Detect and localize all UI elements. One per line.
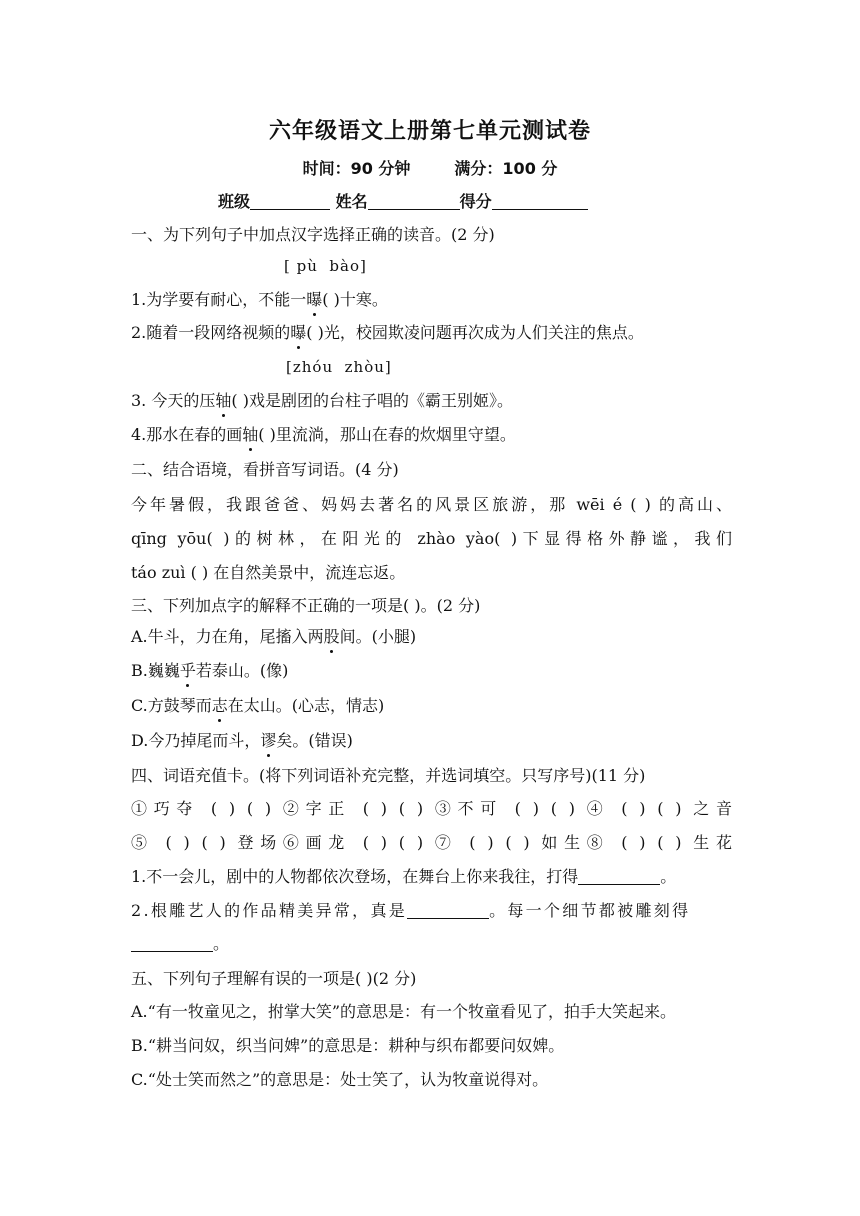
q4-fill-sentence-1: [131, 866, 732, 888]
q2-heading: 二、结合语境，看拼音写词语。(4 分): [131, 460, 399, 479]
q3-option-a: [131, 626, 732, 648]
sentence-text: 3. 今天的压: [131, 391, 216, 410]
option-text: C.方鼓琴而: [131, 696, 212, 715]
name-label: 姓名: [335, 192, 368, 211]
full-score-label: 满分：100 分: [454, 159, 558, 178]
q5-option-a: A.“有一牧童见之，拊掌大笑”的意思是：有一个牧童看见了，拍手大笑起来。: [131, 1002, 677, 1021]
q3-heading: 三、下列加点字的解释不正确的一项是( )。(2 分): [131, 596, 481, 615]
option-text: B.巍巍: [131, 661, 180, 680]
q5-option-c: C.“处士笑而然之”的意思是：处士笑了，认为牧童说得对。: [131, 1070, 549, 1089]
q2-paragraph-line-1: 今年暑假，我跟爸爸、妈妈去著名的风景区旅游，那 wēi é ( ) 的高山、: [131, 495, 732, 514]
sentence-text: ( )十寒。: [322, 290, 388, 309]
q1-pinyin-options-a: [ pù bào]: [284, 257, 367, 275]
option-text: 若泰山。(像): [195, 661, 289, 680]
q1-pinyin-options-b: [zhóu zhòu]: [286, 358, 392, 376]
dotted-character: 股: [323, 627, 340, 646]
option-text: D.今乃掉尾而斗，: [131, 731, 261, 750]
q1-sentence-2: [131, 322, 732, 344]
dotted-character: 志: [211, 696, 228, 715]
option-text: A.牛斗，力在角，尾搐入两: [131, 627, 324, 646]
sentence-text: ( )里流淌，那山在春的炊烟里守望。: [258, 425, 516, 444]
answer-blank[interactable]: [407, 918, 489, 919]
score-blank[interactable]: [492, 209, 588, 210]
sentence-text: 4.那水在春的画: [131, 425, 243, 444]
name-blank[interactable]: [368, 209, 460, 210]
sentence-text: ( )光，校园欺凌问题再次成为人们关注的焦点。: [306, 323, 644, 342]
q5-heading: 五、下列句子理解有误的一项是( )(2 分): [131, 969, 417, 988]
sentence-text: 2.根雕艺人的作品精美异常，真是: [131, 901, 408, 920]
option-text: 在太山。(心志，情志): [227, 696, 385, 715]
q5-option-b: B.“耕当问奴，织当问婢”的意思是：耕种与织布都要问奴婢。: [131, 1036, 565, 1055]
option-text: 矣。(错误): [276, 731, 353, 750]
q4-idiom-row-2: ⑤ ( ) ( ) 登场⑥画龙 ( ) ( ) ⑦ ( ) ( ) 如生⑧ ( ) ( ) 生花: [131, 833, 732, 852]
q1-sentence-3: [131, 390, 732, 412]
class-label: 班级: [218, 192, 251, 211]
time-label: 时间：90 分钟: [302, 159, 411, 178]
dotted-character: 谬: [260, 731, 277, 750]
q4-idiom-row-1: ①巧夺 ( ) ( ) ②字正 ( ) ( ) ③不可 ( ) ( ) ④ ( ) ( ) 之音: [131, 799, 732, 818]
q1-sentence-1: [131, 289, 732, 311]
page-title: 六年级语文上册第七单元测试卷: [268, 119, 591, 144]
exam-meta: [0, 156, 860, 179]
sentence-text: 。: [660, 867, 677, 886]
dotted-character: 轴: [242, 425, 259, 444]
score-label: 得分: [459, 192, 492, 211]
q4-heading: 四、词语充值卡。(将下列词语补充完整，并选词填空。只写序号)(11 分): [131, 766, 646, 785]
sentence-text: 1.不一会儿，剧中的人物都依次登场，在舞台上你来我往，打得: [131, 867, 579, 886]
dotted-character: 曝: [290, 323, 307, 342]
q3-option-d: [131, 730, 732, 752]
q1-sentence-4: [131, 424, 732, 446]
q3-option-b: [131, 660, 732, 682]
q3-option-c: [131, 695, 732, 717]
student-info-line: [218, 189, 588, 212]
sentence-text: ( )戏是剧团的台柱子唱的《霸王别姬》。: [231, 391, 513, 410]
sentence-text: 2.随着一段网络视频的: [131, 323, 291, 342]
q4-fill-sentence-2-cont: [131, 933, 732, 955]
q2-paragraph-line-3: táo zuì ( ) 在自然美景中，流连忘返。: [131, 563, 406, 582]
sentence-text: 。每一个细节都被雕刻得: [489, 901, 691, 920]
q4-fill-sentence-2: [131, 900, 732, 922]
sentence-text: 1.为学要有耐心，不能一: [131, 290, 307, 309]
q1-heading: 一、为下列句子中加点汉字选择正确的读音。(2 分): [131, 225, 495, 244]
class-blank[interactable]: [250, 209, 330, 210]
answer-blank[interactable]: [578, 884, 660, 885]
answer-blank[interactable]: [131, 951, 213, 952]
dotted-character: 乎: [179, 661, 196, 680]
q2-paragraph-line-2: qīng yōu( )的树林，在阳光的 zhào yào( )下显得格外静谧，我们: [131, 529, 732, 548]
dotted-character: 曝: [306, 290, 323, 309]
sentence-text: 。: [213, 934, 230, 953]
dotted-character: 轴: [215, 391, 232, 410]
option-text: 间。(小腿): [339, 627, 417, 646]
